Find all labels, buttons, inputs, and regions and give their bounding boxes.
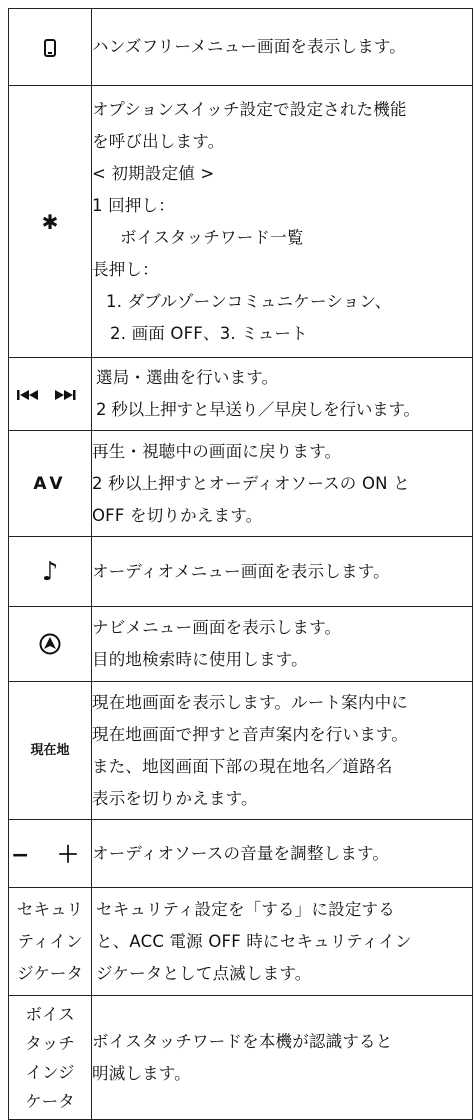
description-line: 再生・視聴中の画面に戻ります。 [92, 441, 342, 461]
table-row [9, 537, 473, 607]
phone-icon [44, 39, 56, 57]
description-cell [92, 682, 473, 820]
symbol-cell [9, 682, 92, 820]
description-cell [92, 537, 473, 607]
description-line: ハンズフリーメニュー画面を表示します。 [92, 37, 406, 56]
description-line: 現在地画面を表示します。ルート案内中に [92, 692, 408, 712]
security-indicator-label: セキュリ [17, 899, 83, 919]
table-row [9, 9, 473, 86]
table-row [9, 996, 473, 1120]
description-line: 1 回押し： [92, 195, 175, 215]
symbol-cell [9, 358, 92, 431]
voice-touch-indicator-label: タッチ [25, 1033, 75, 1053]
security-indicator-label: ジケータ [17, 963, 83, 983]
description-cell [92, 996, 473, 1120]
description-cell [92, 607, 473, 682]
description-line: オーディオメニュー画面を表示します。 [92, 561, 390, 581]
description-line: 2 秒以上押すとオーディオソースの ON と [92, 473, 410, 493]
description-line: 表示を切りかえます。 [92, 788, 258, 808]
volume-minus-plus-icon: − ＋ [10, 843, 90, 868]
description-line: 目的地検索時に使用します。 [92, 650, 308, 669]
voice-touch-indicator-label: ボイス [25, 1004, 75, 1024]
av-label: AV [33, 473, 67, 494]
voice-touch-indicator-label: ケータ [25, 1091, 75, 1111]
asterisk-icon: ✱ [41, 209, 59, 234]
description-line: ジケータとして点滅します。 [96, 963, 312, 983]
description-line: セキュリティ設定を「する」に設定する [96, 899, 395, 919]
symbol-cell [9, 888, 92, 996]
symbol-cell [9, 820, 92, 888]
description-line: 2. 画面 OFF、3. ミュート [110, 323, 308, 343]
table-row [9, 358, 473, 431]
description-line: 1. ダブルゾーンコミュニケーション、 [106, 291, 392, 311]
description-line: と、ACC 電源 OFF 時にセキュリティイン [96, 931, 412, 951]
music-note-icon: ♪ [41, 556, 59, 587]
description-line: 2 秒以上押すと早送り／早戻しを行います。 [96, 400, 420, 419]
current-location-label: 現在地 [30, 742, 70, 758]
symbol-cell [9, 9, 92, 86]
description-cell [92, 358, 473, 431]
button-reference-table [8, 8, 473, 1120]
description-line: ボイスタッチワード一覧 [120, 227, 304, 247]
description-line: オーディオソースの音量を調整します。 [92, 843, 390, 863]
symbol-cell [9, 86, 92, 358]
table-row [9, 682, 473, 820]
description-cell [92, 888, 473, 996]
description-line: ナビメニュー画面を表示します。 [92, 618, 342, 637]
description-cell [92, 86, 473, 358]
symbol-cell [9, 996, 92, 1120]
prev-next-track-icon [15, 389, 85, 401]
description-cell [92, 431, 473, 537]
symbol-cell [9, 431, 92, 537]
description-line: 選局・選曲を行います。 [96, 368, 279, 387]
table-row [9, 86, 473, 358]
security-indicator-label: ティイン [17, 931, 83, 951]
table-row [9, 431, 473, 537]
description-cell [92, 820, 473, 888]
description-line: を呼び出します。 [92, 131, 225, 151]
table-row [9, 607, 473, 682]
description-line: OFF を切りかえます。 [92, 505, 263, 525]
description-line: 現在地画面で押すと音声案内を行います。 [92, 724, 408, 744]
table-row [9, 820, 473, 888]
navigation-icon [39, 633, 61, 655]
symbol-cell [9, 537, 92, 607]
description-line: ボイスタッチワードを本機が認識すると [92, 1031, 393, 1051]
description-line: また、地図画面下部の現在地名／道路名 [92, 756, 393, 776]
description-line: 長押し： [92, 259, 159, 279]
symbol-cell [9, 607, 92, 682]
description-line: オプションスイッチ設定で設定された機能 [92, 99, 407, 119]
description-line: < 初期設定値 > [92, 163, 215, 183]
voice-touch-indicator-label: インジ [25, 1062, 75, 1082]
description-cell [92, 9, 473, 86]
table-row [9, 888, 473, 996]
description-line: 明滅します。 [92, 1063, 191, 1083]
